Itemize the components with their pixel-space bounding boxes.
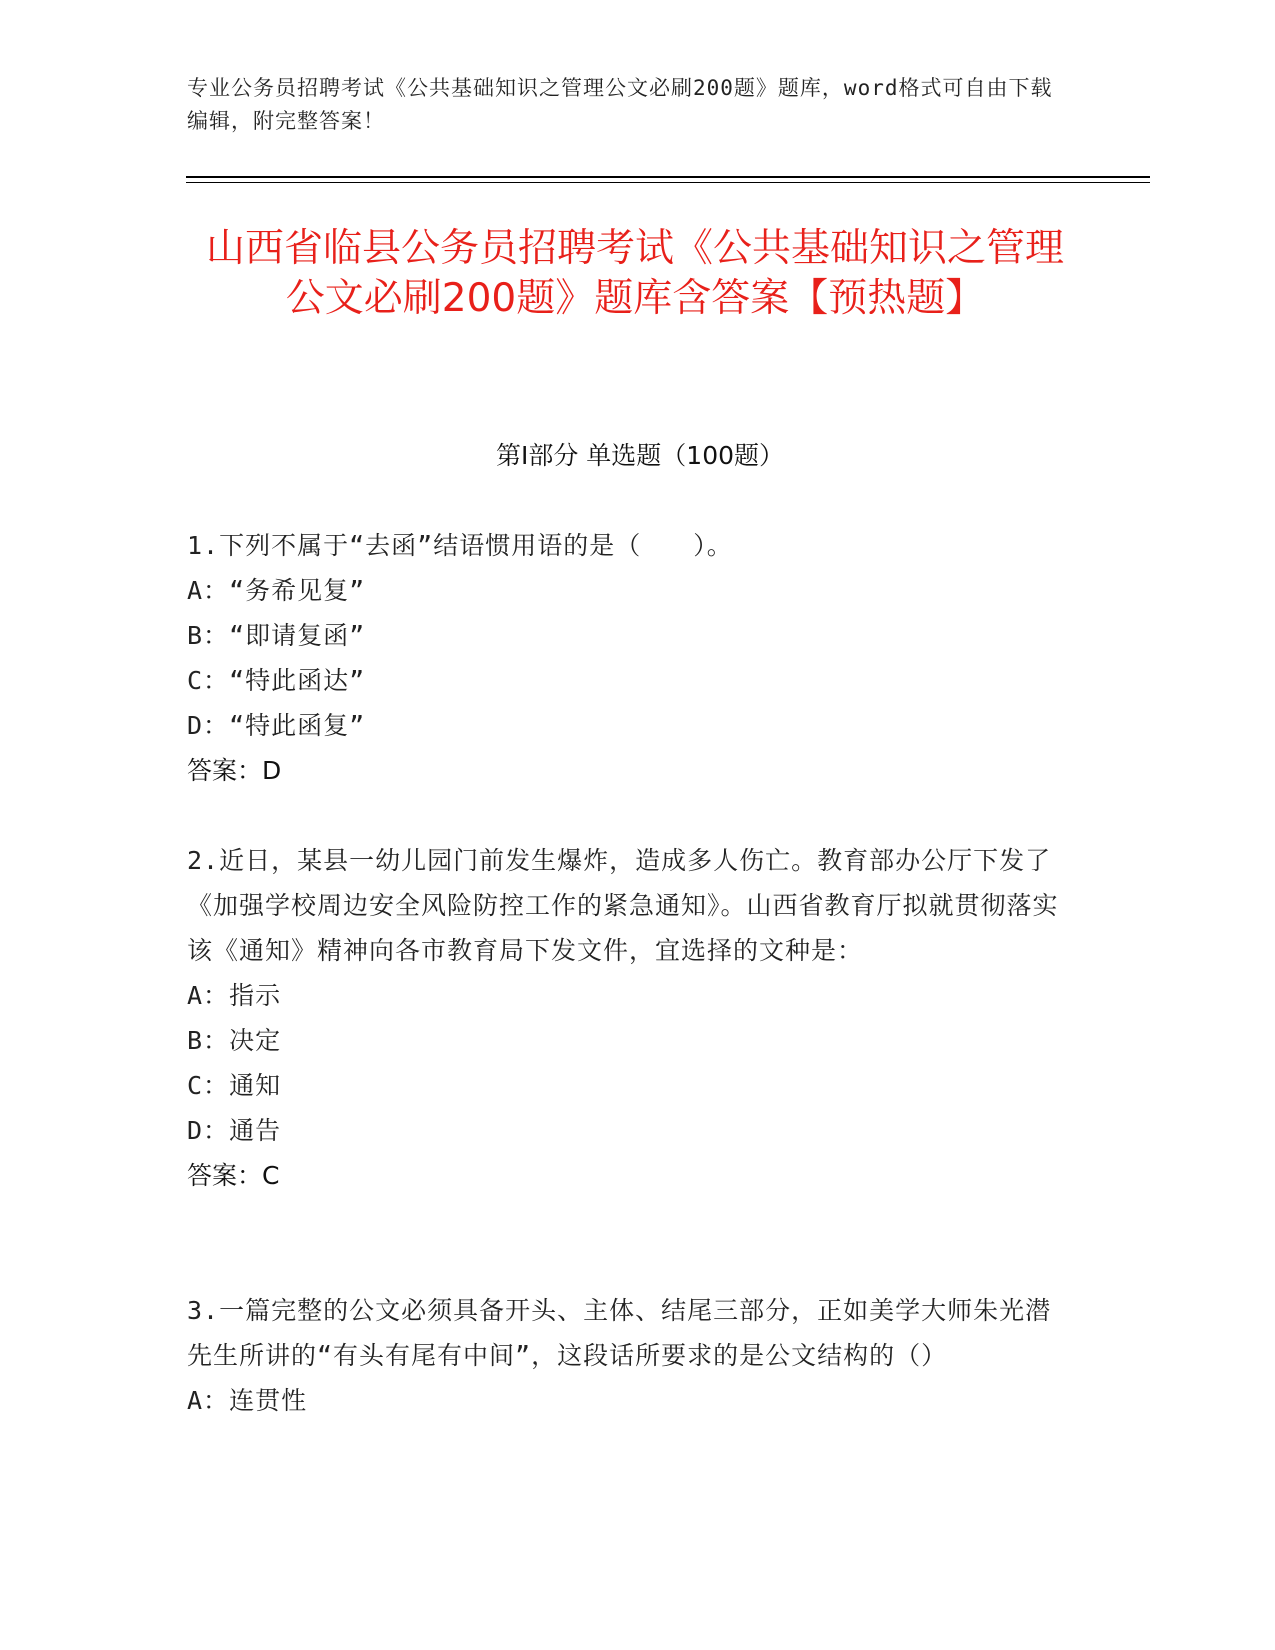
option-key: D： xyxy=(187,711,230,740)
option-c xyxy=(187,1063,1067,1108)
option-c xyxy=(187,658,1067,703)
option-text: 决定 xyxy=(229,1026,282,1055)
option-text: 连贯性 xyxy=(229,1386,308,1415)
question-text: 2.近日，某县一幼儿园门前发生爆炸，造成多人伤亡。教育部办公厅下发了《加强学校周边安全风险防控工作的紧急通知》。山西省教育厅拟就贯彻落实该《通知》精神向各市教育局下发文件，宜选择的文种是： xyxy=(187,846,1059,965)
option-text: “特此函达” xyxy=(229,666,366,695)
option-key: A： xyxy=(187,1386,230,1415)
question-text: 3.一篇完整的公文必须具备开头、主体、结尾三部分，正如美学大师朱光潜先生所讲的“有头有尾有中间”，这段话所要求的是公文结构的（） xyxy=(187,1296,1052,1370)
answer-line: 答案：D xyxy=(187,756,282,785)
option-b xyxy=(187,613,1067,658)
option-key: B： xyxy=(187,621,230,650)
option-key: A： xyxy=(187,981,230,1010)
section-heading: 第I部分 单选题（100题） xyxy=(495,441,785,470)
option-text: “务希见复” xyxy=(229,576,366,605)
option-key: D： xyxy=(187,1116,230,1145)
option-key: A： xyxy=(187,576,230,605)
option-a xyxy=(187,1378,1067,1423)
option-d xyxy=(187,1108,1067,1153)
option-b xyxy=(187,1018,1067,1063)
option-key: B： xyxy=(187,1026,230,1055)
option-text: 指示 xyxy=(229,981,282,1010)
document-title: 山西省临县公务员招聘考试《公共基础知识之管理公文必刷200题》题库含答案【预热题】 xyxy=(205,226,1064,321)
option-text: “特此函复” xyxy=(229,711,366,740)
header-note: 专业公务员招聘考试《公共基础知识之管理公文必刷200题》题库，word格式可自由下载编辑，附完整答案！ xyxy=(187,76,1053,133)
question-2 xyxy=(187,838,1067,1198)
question-3 xyxy=(187,1288,1067,1423)
option-text: 通告 xyxy=(229,1116,282,1145)
option-key: C： xyxy=(187,666,230,695)
header-divider-thick xyxy=(186,176,1150,178)
question-1 xyxy=(187,523,1067,793)
header-divider-thin xyxy=(186,182,1150,183)
option-d xyxy=(187,703,1067,748)
question-text: 1.下列不属于“去函”结语惯用语的是（ ）。 xyxy=(187,531,733,560)
option-key: C： xyxy=(187,1071,230,1100)
answer-line: 答案：C xyxy=(187,1161,280,1190)
option-a xyxy=(187,973,1067,1018)
option-text: “即请复函” xyxy=(229,621,366,650)
option-text: 通知 xyxy=(229,1071,282,1100)
option-a xyxy=(187,568,1067,613)
